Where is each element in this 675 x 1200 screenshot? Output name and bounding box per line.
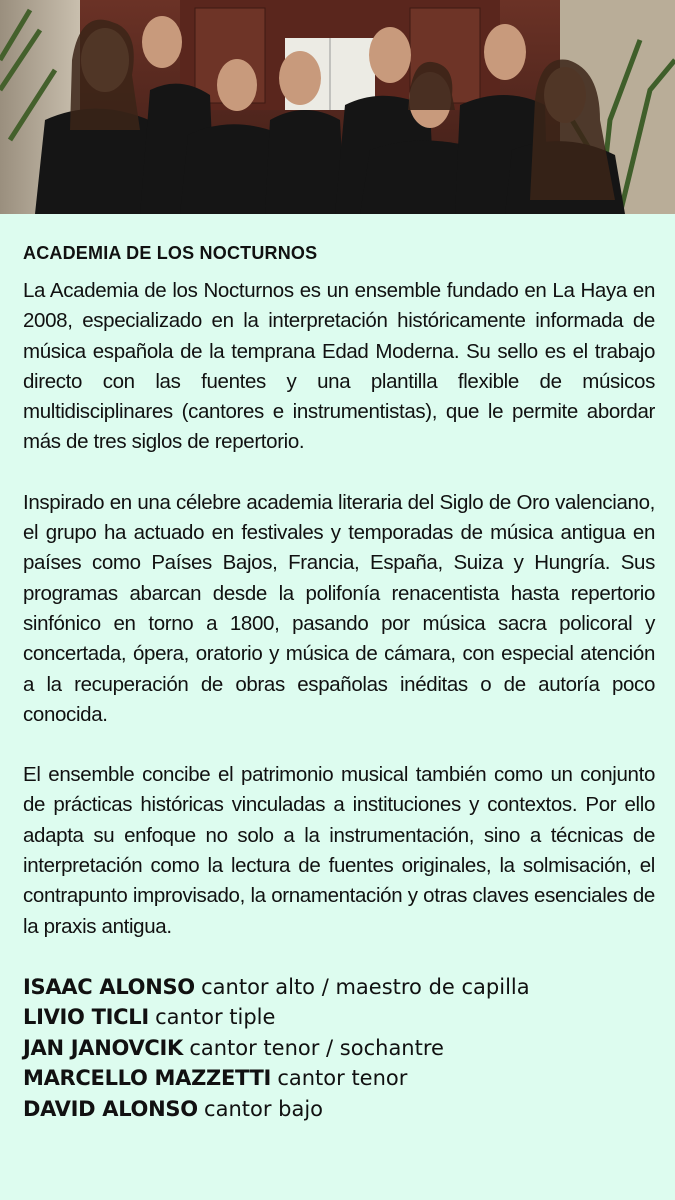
ensemble-photo-illustration [0,0,675,214]
ensemble-photo [0,0,675,214]
member-item [23,1094,655,1125]
member-list [23,972,655,1125]
page-title: ACADEMIA DE LOS NOCTURNOS [23,243,318,263]
member-item [23,1063,655,1094]
member-item [23,1002,655,1033]
member-role: cantor bajo [204,1096,324,1121]
paragraph-2: Inspirado en una célebre academia literaria del Siglo de Oro valenciano, el grupo ha actuado en festivales y temporadas de música antigua en países como Países Bajos, Francia, España, Suiza y Hungría. Sus programas abarcan desde la polifonía renacentista hasta repertorio sinfónico en torno a 1800, pasando por música sacra policoral y concertada, ópera, oratorio y música de cámara, con especial atención a la recuperación de obras españolas inéditas o de autoría poco conocida. [23,490,655,726]
member-role: cantor tenor [277,1066,408,1091]
member-name: MARCELLO MAZZETTI [23,1066,272,1091]
member-role: cantor tiple [155,1005,276,1030]
member-item [23,972,655,1003]
member-name: LIVIO TICLI [23,1005,149,1030]
paragraph-1: La Academia de los Nocturnos es un ensemble fundado en La Haya en 2008, especializado en la interpretación históricamente informada de música española de la temprana Edad Moderna. Su sello es el trabajo directo con las fuentes y una plantilla flexible de músicos multidisciplinares (cantores e instrumentistas), que le permite abordar más de tres siglos de repertorio. [23,279,655,454]
member-role: cantor alto / maestro de capilla [201,974,530,999]
member-name: ISAAC ALONSO [23,974,195,999]
paragraph-3: El ensemble concibe el patrimonio musical también como un conjunto de prácticas históricas vinculadas a instituciones y contextos. Por ello adapta su enfoque no solo a la instrumentación, sino a técnicas de interpretación como la lectura de fuentes originales, la solmisación, el contrapunto improvisado, la ornamentación y otras claves esenciales de la praxis antigua. [23,763,655,938]
member-name: JAN JANOVCIK [23,1035,184,1060]
member-item [23,1033,655,1064]
member-role: cantor tenor / sochantre [189,1035,444,1060]
member-name: DAVID ALONSO [23,1096,198,1121]
article-content [23,243,655,1124]
